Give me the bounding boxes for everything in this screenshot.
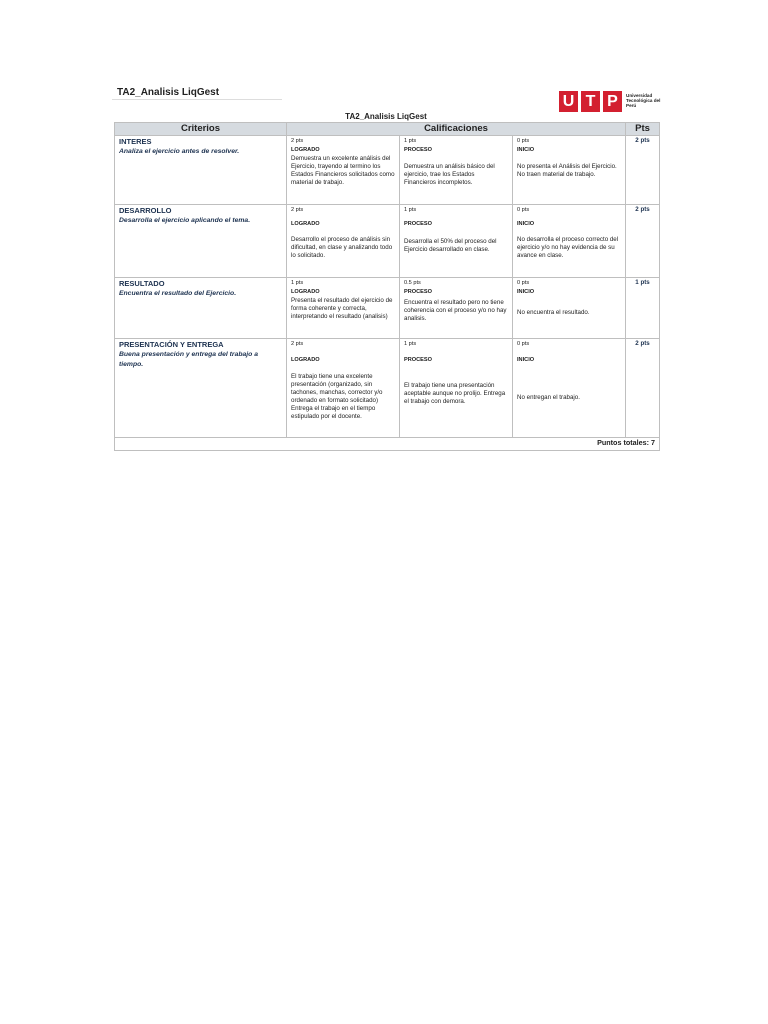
level-cell	[400, 278, 513, 339]
level-label: INICIO	[517, 147, 535, 153]
level-description: Presenta el resultado del ejercicio de forma coherente y correcta, interpretando el resultado (analisis)	[291, 297, 393, 320]
level-description: El trabajo tiene una excelente presentación (organizado, sin tachones, manchas, corrector y/o ordenado en formato solicitado) Entrega el trabajo en el tiempo estipulado por el docente.	[291, 373, 383, 420]
level-points: 0 pts	[517, 280, 530, 286]
header-points: Pts	[626, 123, 660, 136]
level-description: No entregan el trabajo.	[517, 394, 580, 401]
level-cell	[513, 205, 626, 278]
title-divider	[112, 99, 282, 100]
criterion-description: Desarrolla el ejercicio aplicando el tema.	[119, 217, 251, 224]
level-label: LOGRADO	[291, 289, 320, 295]
level-description: Demuestra un excelente análisis del Ejercicio, trayendo al termino los Estados Financieros solicitados como material de trabajo.	[291, 155, 395, 186]
level-cell	[287, 205, 400, 278]
level-cell	[400, 205, 513, 278]
level-cell	[287, 278, 400, 339]
level-label: INICIO	[517, 357, 535, 363]
level-points: 1 pts	[291, 280, 304, 286]
criterion-points: 2 pts	[626, 205, 660, 278]
level-cell	[287, 136, 400, 205]
level-description: Desarrolla el 50% del proceso del Ejercicio desarrollado en clase.	[404, 238, 497, 253]
level-description: El trabajo tiene una presentación aceptable aunque no prolijo. Entrega el trabajo con demora.	[404, 382, 506, 405]
criterion-title: RESULTADO	[119, 279, 165, 288]
level-description: No presenta el Análisis del Ejercicio. No traen material de trabajo.	[517, 163, 617, 178]
level-description: Demuestra un análisis básico del ejercicio, trae los Estados Financieros incompletos.	[404, 163, 495, 186]
criterion-cell	[115, 205, 287, 278]
level-points: 1 pts	[404, 138, 417, 144]
level-description: No desarrolla el proceso correcto del ejercicio y/o no hay evidencia de su avance en clase.	[517, 236, 619, 259]
table-row	[115, 136, 660, 205]
criterion-title: INTERES	[119, 137, 152, 146]
level-cell	[513, 278, 626, 339]
document-title: TA2_Analisis LiqGest	[117, 87, 220, 98]
criterion-title: PRESENTACIÓN Y ENTREGA	[119, 340, 224, 349]
header-criteria: Criterios	[115, 123, 287, 136]
level-description: No encuentra el resultado.	[517, 309, 590, 316]
level-description: Desarrollo el proceso de análisis sin dificultad, en clase y analizando todo lo solicitado.	[291, 236, 393, 259]
logo-letter-t: T	[581, 91, 600, 112]
level-label: PROCESO	[404, 147, 432, 153]
criterion-cell	[115, 278, 287, 339]
logo-letter-p: P	[603, 91, 622, 112]
level-label: LOGRADO	[291, 221, 320, 227]
level-label: INICIO	[517, 221, 535, 227]
level-cell	[513, 339, 626, 438]
level-points: 1 pts	[404, 341, 417, 347]
rubric-title: TA2_Analisis LiqGest	[345, 112, 427, 121]
level-label: PROCESO	[404, 221, 432, 227]
table-row	[115, 339, 660, 438]
level-points: 2 pts	[291, 207, 304, 213]
level-points: 1 pts	[404, 207, 417, 213]
criterion-cell	[115, 136, 287, 205]
level-points: 0 pts	[517, 138, 530, 144]
level-points: 0.5 pts	[404, 280, 421, 286]
level-points: 0 pts	[517, 341, 530, 347]
table-header-row	[115, 123, 660, 136]
level-label: INICIO	[517, 289, 535, 295]
logo-university-name: Universidad Tecnológica del Perú	[626, 93, 661, 109]
criterion-cell	[115, 339, 287, 438]
header-grades: Calificaciones	[287, 123, 626, 136]
criterion-description: Buena presentación y entrega del trabajo a tiempo.	[119, 351, 259, 368]
criterion-points: 1 pts	[626, 278, 660, 339]
level-cell	[400, 136, 513, 205]
level-description: Encuentra el resultado pero no tiene coherencia con el proceso y/o no hay analisis.	[404, 299, 507, 322]
rubric-table	[114, 122, 660, 451]
total-row	[115, 438, 660, 451]
level-cell	[400, 339, 513, 438]
level-label: PROCESO	[404, 357, 432, 363]
level-label: LOGRADO	[291, 357, 320, 363]
level-points: 0 pts	[517, 207, 530, 213]
criterion-points: 2 pts	[626, 136, 660, 205]
level-label: LOGRADO	[291, 147, 320, 153]
level-label: PROCESO	[404, 289, 432, 295]
table-row	[115, 205, 660, 278]
criterion-description: Analiza el ejercicio antes de resolver.	[119, 148, 240, 155]
level-points: 2 pts	[291, 138, 304, 144]
level-cell	[287, 339, 400, 438]
total-points: Puntos totales: 7	[115, 438, 660, 451]
criterion-points: 2 pts	[626, 339, 660, 438]
level-cell	[513, 136, 626, 205]
level-points: 2 pts	[291, 341, 304, 347]
logo-letter-u: U	[559, 91, 578, 112]
criterion-title: DESARROLLO	[119, 206, 172, 215]
criterion-description: Encuentra el resultado del Ejercicio.	[119, 290, 237, 297]
table-row	[115, 278, 660, 339]
utp-logo	[559, 91, 670, 112]
